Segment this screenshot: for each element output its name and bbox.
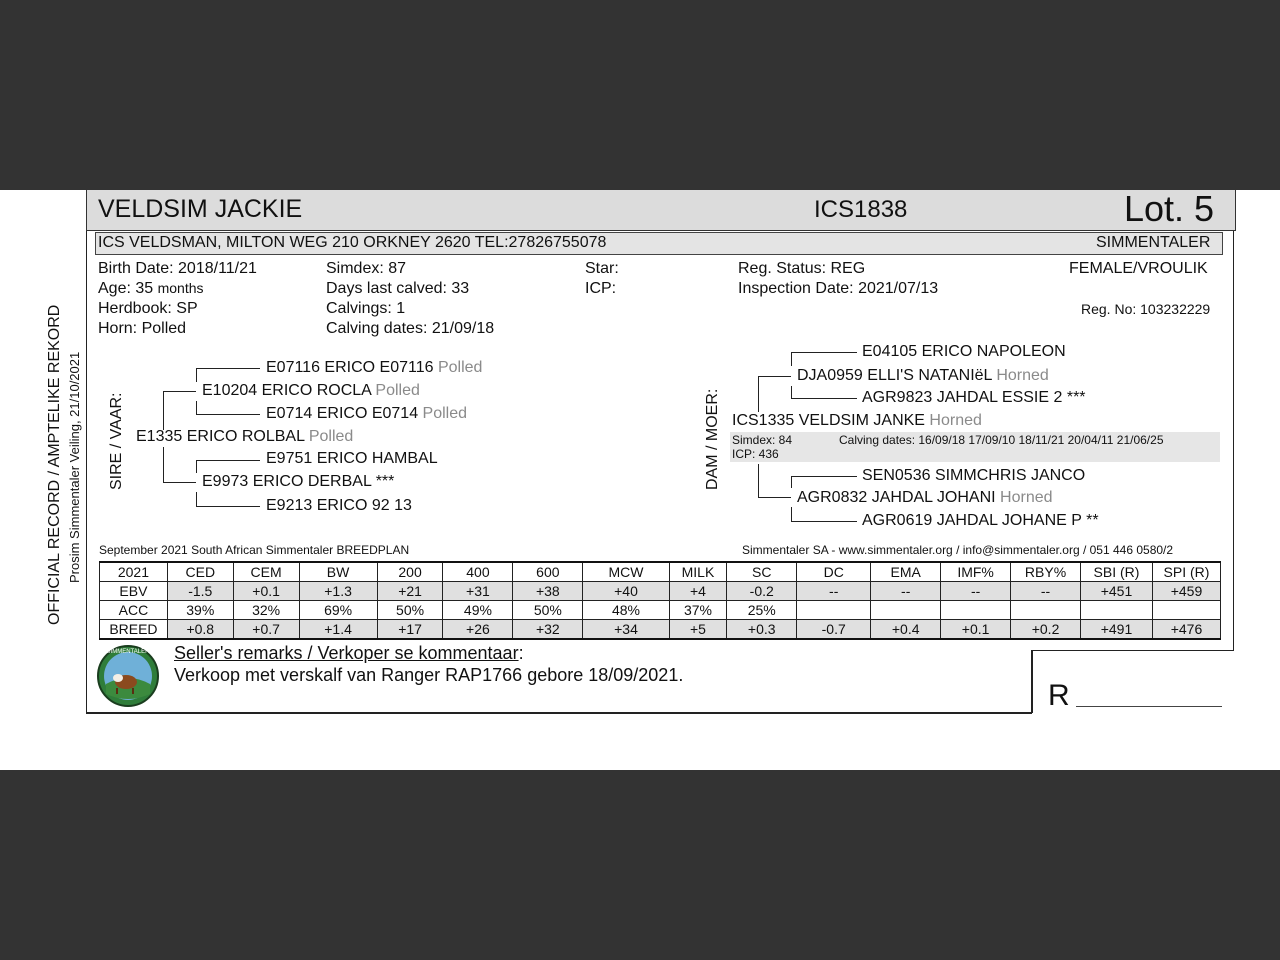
sire-sire-sire: E07116 ERICO E07116 Polled bbox=[266, 359, 483, 376]
sire-tree-line bbox=[196, 368, 260, 369]
ebv-cell: +0.8 bbox=[167, 620, 233, 640]
ebv-row bbox=[100, 582, 1221, 601]
dam-simdex: Simdex: 84 bbox=[732, 433, 793, 447]
sire-tree-line bbox=[196, 414, 260, 415]
ebv-cell: -0.7 bbox=[797, 620, 871, 640]
ebv-cell: +0.1 bbox=[233, 582, 299, 601]
dam-icp: ICP: 436 bbox=[732, 447, 779, 461]
ebv-cell: +0.3 bbox=[727, 620, 797, 640]
calving-dates: Calving dates: 21/09/18 bbox=[326, 320, 495, 337]
ebv-cell: IMF% bbox=[941, 562, 1011, 582]
dam-tree-line bbox=[791, 507, 792, 521]
ebv-cell: 49% bbox=[443, 601, 513, 620]
ebv-cell: SC bbox=[727, 562, 797, 582]
ebv-cell: -- bbox=[941, 582, 1011, 601]
dam-sire-sire: E04105 ERICO NAPOLEON bbox=[862, 343, 1066, 360]
days-last-calved: Days last calved: 33 bbox=[326, 280, 470, 297]
dam-tree-line bbox=[758, 376, 791, 377]
ebv-cell: +32 bbox=[513, 620, 583, 640]
ebv-cell bbox=[941, 601, 1011, 620]
dam-calving-dates: Calving dates: 16/09/18 17/09/10 18/11/21 20/04/11 21/06/25 bbox=[839, 433, 1164, 447]
sire-tree-line bbox=[196, 506, 260, 507]
sire-tree-line bbox=[196, 460, 260, 461]
ebv-cell: +1.4 bbox=[299, 620, 377, 640]
sire: E1335 ERICO ROLBAL Polled bbox=[136, 428, 354, 445]
registration-code: ICS1838 bbox=[814, 196, 908, 223]
ebv-cell: +476 bbox=[1152, 620, 1220, 640]
price-line[interactable] bbox=[1076, 706, 1222, 707]
ebv-cell: SPI (R) bbox=[1152, 562, 1220, 582]
ebv-cell: ACC bbox=[100, 601, 168, 620]
ebv-cell: +40 bbox=[583, 582, 669, 601]
ebv-cell: -- bbox=[797, 582, 871, 601]
dam-dam: AGR0832 JAHDAL JOHANI Horned bbox=[797, 489, 1053, 506]
ebv-cell: +491 bbox=[1081, 620, 1153, 640]
reg-status: Reg. Status: REG bbox=[738, 260, 866, 277]
contact-caption: Simmentaler SA - www.simmentaler.org / info@simmentaler.org / 051 446 0580/2 bbox=[742, 543, 1174, 557]
ebv-cell: +1.3 bbox=[299, 582, 377, 601]
sire-label: SIRE / VAAR: bbox=[108, 392, 125, 490]
card-bottom-border bbox=[86, 712, 1032, 714]
sire-sire: E10204 ERICO ROCLA Polled bbox=[202, 382, 420, 399]
dam-sire: DJA0959 ELLI'S NATANIëL Horned bbox=[797, 367, 1049, 384]
dam-tree-line bbox=[791, 476, 857, 477]
ebv-cell: 2021 bbox=[100, 562, 168, 582]
age: Age: 35 months bbox=[98, 280, 204, 297]
ebv-cell: BW bbox=[299, 562, 377, 582]
ebv-cell: 32% bbox=[233, 601, 299, 620]
ebv-cell bbox=[1081, 601, 1153, 620]
dam-tree-line bbox=[791, 398, 857, 399]
sire-tree-line bbox=[196, 401, 197, 415]
ebv-cell: MILK bbox=[669, 562, 727, 582]
official-record-label: OFFICIAL RECORD / AMPTELIKE REKORD bbox=[46, 304, 63, 625]
ebv-cell: +459 bbox=[1152, 582, 1220, 601]
ebv-cell: 50% bbox=[377, 601, 443, 620]
dam-tree-line bbox=[758, 497, 791, 498]
ebv-cell: 69% bbox=[299, 601, 377, 620]
sire-tree-line bbox=[163, 447, 164, 483]
ebv-cell: 200 bbox=[377, 562, 443, 582]
ebv-cell: -- bbox=[1011, 582, 1081, 601]
price-box-left-border bbox=[1031, 650, 1033, 713]
ebv-cell: EBV bbox=[100, 582, 168, 601]
ebv-cell bbox=[797, 601, 871, 620]
breedplan-caption: September 2021 South African Simmentaler BREEDPLAN bbox=[99, 543, 410, 557]
ebv-cell: CED bbox=[167, 562, 233, 582]
sire-tree-line bbox=[163, 482, 196, 483]
ebv-cell: 25% bbox=[727, 601, 797, 620]
ebv-cell bbox=[871, 601, 941, 620]
ebv-cell bbox=[1152, 601, 1220, 620]
lot-number: Lot. 5 bbox=[1124, 188, 1215, 229]
ebv-cell: +31 bbox=[443, 582, 513, 601]
dam-tree-line bbox=[791, 521, 857, 522]
ebv-cell: 600 bbox=[513, 562, 583, 582]
sex: FEMALE/VROULIK bbox=[1069, 260, 1208, 277]
ebv-cell: -0.2 bbox=[727, 582, 797, 601]
dam-tree-line bbox=[791, 352, 857, 353]
ebv-cell: +0.4 bbox=[871, 620, 941, 640]
ebv-cell: EMA bbox=[871, 562, 941, 582]
price-label: R bbox=[1048, 679, 1070, 712]
sire-tree-line bbox=[163, 391, 196, 392]
animal-name: VELDSIM JACKIE bbox=[98, 195, 303, 223]
ebv-cell: -1.5 bbox=[167, 582, 233, 601]
horn-status: Horn: Polled bbox=[98, 320, 187, 337]
owner-address: ICS VELDSMAN, MILTON WEG 210 ORKNEY 2620 TEL:27826755078 bbox=[98, 234, 607, 251]
ebv-cell: CEM bbox=[233, 562, 299, 582]
ebv-row bbox=[100, 562, 1221, 582]
icp: ICP: bbox=[585, 280, 617, 297]
ebv-row bbox=[100, 601, 1221, 620]
ebv-cell: RBY% bbox=[1011, 562, 1081, 582]
remarks-text: Verkoop met verskalf van Ranger RAP1766 gebore 18/09/2021. bbox=[174, 665, 684, 685]
star: Star: bbox=[585, 260, 619, 277]
card-right-border bbox=[1233, 190, 1234, 651]
ebv-cell: +0.7 bbox=[233, 620, 299, 640]
ebv-cell: +26 bbox=[443, 620, 513, 640]
herdbook: Herdbook: SP bbox=[98, 300, 198, 317]
auction-label: Prosim Simmentaler Veiling, 21/10/2021 bbox=[67, 351, 82, 583]
ebv-cell: +34 bbox=[583, 620, 669, 640]
ebv-cell: SBI (R) bbox=[1081, 562, 1153, 582]
sire-sire-dam: E0714 ERICO E0714 Polled bbox=[266, 405, 468, 422]
ebv-cell: -- bbox=[871, 582, 941, 601]
ebv-cell: 50% bbox=[513, 601, 583, 620]
ebv-cell: MCW bbox=[583, 562, 669, 582]
reg-number: Reg. No: 103232229 bbox=[1081, 301, 1211, 317]
breed-label: SIMMENTALER bbox=[1096, 234, 1211, 251]
ebv-cell: +4 bbox=[669, 582, 727, 601]
dam-tree-line bbox=[758, 376, 759, 412]
dam-tree-line bbox=[758, 464, 759, 498]
sire-tree-line bbox=[196, 368, 197, 382]
inspection-date: Inspection Date: 2021/07/13 bbox=[738, 280, 939, 297]
sire-dam-dam: E9213 ERICO 92 13 bbox=[266, 497, 412, 514]
ebv-cell: +17 bbox=[377, 620, 443, 640]
ebv-table bbox=[99, 561, 1221, 640]
sire-tree-line bbox=[196, 492, 197, 506]
remarks-heading: Seller's remarks / Verkoper se kommentaar: bbox=[174, 643, 524, 663]
ebv-cell: +0.2 bbox=[1011, 620, 1081, 640]
sire-dam-sire: E9751 ERICO HAMBAL bbox=[266, 450, 438, 467]
ebv-cell: BREED bbox=[100, 620, 168, 640]
ebv-cell: +38 bbox=[513, 582, 583, 601]
dam: ICS1335 VELDSIM JANKE Horned bbox=[732, 412, 982, 429]
ebv-cell: 400 bbox=[443, 562, 513, 582]
dam-tree-line bbox=[791, 352, 792, 366]
ebv-cell: 48% bbox=[583, 601, 669, 620]
sire-tree-line bbox=[196, 460, 197, 473]
sire-dam: E9973 ERICO DERBAL *** bbox=[202, 473, 395, 490]
svg-text:SIMMENTALER: SIMMENTALER bbox=[106, 649, 150, 655]
ebv-cell bbox=[1011, 601, 1081, 620]
sire-tree-line bbox=[163, 391, 164, 430]
calvings: Calvings: 1 bbox=[326, 300, 406, 317]
simmentaler-logo-icon bbox=[96, 644, 160, 708]
price-box-top-border bbox=[1031, 650, 1234, 651]
dam-dam-sire: SEN0536 SIMMCHRIS JANCO bbox=[862, 467, 1086, 484]
dam-tree-line bbox=[791, 476, 792, 488]
ebv-cell: +0.1 bbox=[941, 620, 1011, 640]
ebv-cell: +5 bbox=[669, 620, 727, 640]
ebv-cell: 39% bbox=[167, 601, 233, 620]
dam-label: DAM / MOER: bbox=[704, 388, 721, 490]
card-left-border bbox=[86, 190, 87, 713]
birth-date: Birth Date: 2018/11/21 bbox=[98, 260, 257, 277]
dam-sire-dam: AGR9823 JAHDAL ESSIE 2 *** bbox=[862, 389, 1086, 406]
ebv-cell: +21 bbox=[377, 582, 443, 601]
ebv-cell: 37% bbox=[669, 601, 727, 620]
dam-dam-dam: AGR0619 JAHDAL JOHANE P ** bbox=[862, 512, 1099, 529]
ebv-cell: +451 bbox=[1081, 582, 1153, 601]
simdex: Simdex: 87 bbox=[326, 260, 407, 277]
ebv-cell: DC bbox=[797, 562, 871, 582]
ebv-row bbox=[100, 620, 1221, 640]
